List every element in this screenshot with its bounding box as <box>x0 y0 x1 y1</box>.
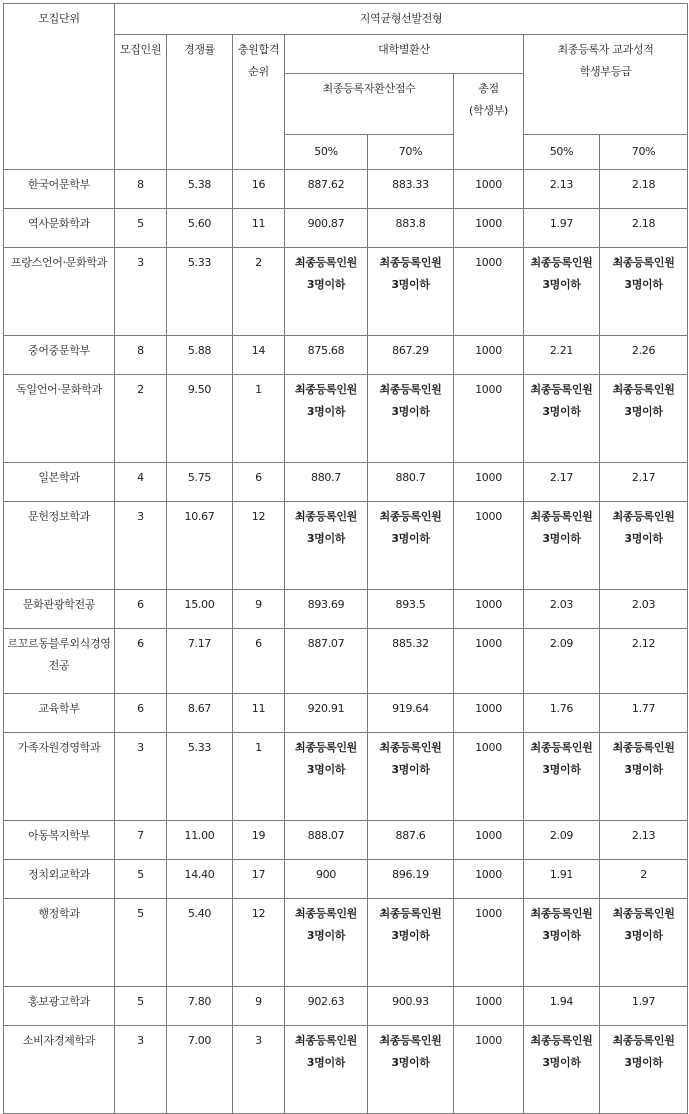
waitlist-cell: 1 <box>233 375 285 463</box>
total-score-cell: 1000 <box>454 821 524 860</box>
table-row <box>4 1026 688 1114</box>
unit-cell: 가족자원경영학과 <box>4 733 115 821</box>
quota-cell: 6 <box>115 629 167 694</box>
table-row <box>4 733 688 821</box>
competition-cell: 9.50 <box>167 375 233 463</box>
grade-70-cell: 2.18 <box>600 209 688 248</box>
waitlist-cell: 1 <box>233 733 285 821</box>
unit-cell: 정치외교학과 <box>4 860 115 899</box>
unit-cell: 홍보광고학과 <box>4 987 115 1026</box>
score-70-cell: 900.93 <box>368 987 454 1026</box>
table-row <box>4 590 688 629</box>
quota-cell: 6 <box>115 590 167 629</box>
waitlist-cell: 12 <box>233 502 285 590</box>
score-50-cell: 887.62 <box>285 170 368 209</box>
quota-cell: 5 <box>115 209 167 248</box>
header-final-conv-score: 최종등록자환산점수 <box>285 74 454 135</box>
total-score-cell: 1000 <box>454 629 524 694</box>
competition-cell: 10.67 <box>167 502 233 590</box>
score-70-cell: 최종등록인원 3명이하 <box>368 375 454 463</box>
header-competition: 경쟁률 <box>167 35 233 170</box>
score-70-cell: 880.7 <box>368 463 454 502</box>
unit-cell: 소비자경제학과 <box>4 1026 115 1114</box>
score-70-cell: 최종등록인원 3명이하 <box>368 248 454 336</box>
total-score-cell: 1000 <box>454 860 524 899</box>
grade-50-cell: 2.03 <box>524 590 600 629</box>
unit-cell: 일본학과 <box>4 463 115 502</box>
grade-70-cell: 최종등록인원 3명이하 <box>600 733 688 821</box>
total-score-cell: 1000 <box>454 590 524 629</box>
header-track: 지역균형선발전형 <box>115 4 688 35</box>
waitlist-cell: 16 <box>233 170 285 209</box>
competition-cell: 15.00 <box>167 590 233 629</box>
quota-cell: 7 <box>115 821 167 860</box>
grade-50-cell: 1.76 <box>524 694 600 733</box>
total-score-cell: 1000 <box>454 1026 524 1114</box>
waitlist-cell: 17 <box>233 860 285 899</box>
score-70-cell: 883.33 <box>368 170 454 209</box>
score-50-cell: 880.7 <box>285 463 368 502</box>
grade-70-cell: 최종등록인원 3명이하 <box>600 375 688 463</box>
competition-cell: 14.40 <box>167 860 233 899</box>
waitlist-cell: 11 <box>233 209 285 248</box>
total-score-cell: 1000 <box>454 209 524 248</box>
score-50-cell: 920.91 <box>285 694 368 733</box>
waitlist-cell: 14 <box>233 336 285 375</box>
score-50-cell: 893.69 <box>285 590 368 629</box>
grade-50-cell: 2.21 <box>524 336 600 375</box>
quota-cell: 3 <box>115 733 167 821</box>
competition-cell: 8.67 <box>167 694 233 733</box>
score-70-cell: 885.32 <box>368 629 454 694</box>
score-70-cell: 최종등록인원 3명이하 <box>368 899 454 987</box>
score-70-cell: 896.19 <box>368 860 454 899</box>
grade-70-cell: 1.77 <box>600 694 688 733</box>
quota-cell: 5 <box>115 860 167 899</box>
total-score-cell: 1000 <box>454 502 524 590</box>
table-row <box>4 899 688 987</box>
header-score-70: 70% <box>368 135 454 170</box>
unit-cell: 프랑스언어·문화학과 <box>4 248 115 336</box>
quota-cell: 5 <box>115 987 167 1026</box>
grade-70-cell: 2.18 <box>600 170 688 209</box>
header-grade-50: 50% <box>524 135 600 170</box>
competition-cell: 7.17 <box>167 629 233 694</box>
score-50-cell: 900.87 <box>285 209 368 248</box>
header-univ-conversion: 대학별환산 <box>285 35 524 74</box>
header-grade-70: 70% <box>600 135 688 170</box>
waitlist-cell: 11 <box>233 694 285 733</box>
total-score-cell: 1000 <box>454 694 524 733</box>
unit-cell: 중어중문학부 <box>4 336 115 375</box>
table-row <box>4 209 688 248</box>
score-50-cell: 최종등록인원 3명이하 <box>285 1026 368 1114</box>
table-row <box>4 860 688 899</box>
waitlist-cell: 3 <box>233 1026 285 1114</box>
competition-cell: 7.80 <box>167 987 233 1026</box>
score-50-cell: 900 <box>285 860 368 899</box>
competition-cell: 5.60 <box>167 209 233 248</box>
score-70-cell: 887.6 <box>368 821 454 860</box>
table-row <box>4 694 688 733</box>
grade-70-cell: 1.97 <box>600 987 688 1026</box>
grade-50-cell: 1.97 <box>524 209 600 248</box>
grade-50-cell: 최종등록인원 3명이하 <box>524 248 600 336</box>
total-score-cell: 1000 <box>454 336 524 375</box>
score-50-cell: 887.07 <box>285 629 368 694</box>
total-score-cell: 1000 <box>454 899 524 987</box>
unit-cell: 문화관광학전공 <box>4 590 115 629</box>
waitlist-cell: 12 <box>233 899 285 987</box>
waitlist-cell: 2 <box>233 248 285 336</box>
score-70-cell: 867.29 <box>368 336 454 375</box>
total-score-cell: 1000 <box>454 375 524 463</box>
score-70-cell: 893.5 <box>368 590 454 629</box>
grade-50-cell: 최종등록인원 3명이하 <box>524 899 600 987</box>
grade-50-cell: 최종등록인원 3명이하 <box>524 1026 600 1114</box>
quota-cell: 8 <box>115 170 167 209</box>
score-50-cell: 최종등록인원 3명이하 <box>285 375 368 463</box>
score-50-cell: 최종등록인원 3명이하 <box>285 502 368 590</box>
competition-cell: 7.00 <box>167 1026 233 1114</box>
grade-50-cell: 2.09 <box>524 629 600 694</box>
grade-70-cell: 최종등록인원 3명이하 <box>600 502 688 590</box>
score-70-cell: 883.8 <box>368 209 454 248</box>
score-70-cell: 최종등록인원 3명이하 <box>368 733 454 821</box>
unit-cell: 르꼬르동블루외식경영전공 <box>4 629 115 694</box>
score-50-cell: 최종등록인원 3명이하 <box>285 899 368 987</box>
table-row <box>4 336 688 375</box>
score-50-cell: 875.68 <box>285 336 368 375</box>
quota-cell: 3 <box>115 248 167 336</box>
score-70-cell: 최종등록인원 3명이하 <box>368 1026 454 1114</box>
table-body <box>4 170 688 1114</box>
table-row <box>4 248 688 336</box>
grade-50-cell: 2.17 <box>524 463 600 502</box>
grade-70-cell: 2.17 <box>600 463 688 502</box>
total-score-cell: 1000 <box>454 248 524 336</box>
competition-cell: 5.75 <box>167 463 233 502</box>
table-row <box>4 987 688 1026</box>
competition-cell: 5.33 <box>167 248 233 336</box>
unit-cell: 아동복지학부 <box>4 821 115 860</box>
table-header <box>4 4 688 170</box>
grade-70-cell: 최종등록인원 3명이하 <box>600 899 688 987</box>
competition-cell: 5.38 <box>167 170 233 209</box>
grade-50-cell: 최종등록인원 3명이하 <box>524 375 600 463</box>
unit-cell: 교육학부 <box>4 694 115 733</box>
grade-50-cell: 최종등록인원 3명이하 <box>524 502 600 590</box>
table-row <box>4 821 688 860</box>
unit-cell: 문헌정보학과 <box>4 502 115 590</box>
unit-cell: 행정학과 <box>4 899 115 987</box>
grade-70-cell: 2.03 <box>600 590 688 629</box>
unit-cell: 역사문화학과 <box>4 209 115 248</box>
unit-cell: 한국어문학부 <box>4 170 115 209</box>
table-row <box>4 629 688 694</box>
score-50-cell: 902.63 <box>285 987 368 1026</box>
grade-70-cell: 2.26 <box>600 336 688 375</box>
table-row <box>4 170 688 209</box>
total-score-cell: 1000 <box>454 463 524 502</box>
header-waitlist: 충원합격순위 <box>233 35 285 170</box>
grade-50-cell: 1.91 <box>524 860 600 899</box>
competition-cell: 11.00 <box>167 821 233 860</box>
quota-cell: 3 <box>115 1026 167 1114</box>
grade-50-cell: 1.94 <box>524 987 600 1026</box>
header-total-score: 총점(학생부) <box>454 74 524 170</box>
waitlist-cell: 6 <box>233 629 285 694</box>
quota-cell: 3 <box>115 502 167 590</box>
waitlist-cell: 9 <box>233 987 285 1026</box>
grade-50-cell: 2.09 <box>524 821 600 860</box>
waitlist-cell: 6 <box>233 463 285 502</box>
header-unit: 모집단위 <box>4 4 115 170</box>
score-70-cell: 최종등록인원 3명이하 <box>368 502 454 590</box>
score-50-cell: 888.07 <box>285 821 368 860</box>
grade-50-cell: 최종등록인원 3명이하 <box>524 733 600 821</box>
competition-cell: 5.88 <box>167 336 233 375</box>
header-score-50: 50% <box>285 135 368 170</box>
grade-70-cell: 최종등록인원 3명이하 <box>600 1026 688 1114</box>
table-row <box>4 463 688 502</box>
total-score-cell: 1000 <box>454 987 524 1026</box>
quota-cell: 8 <box>115 336 167 375</box>
score-70-cell: 919.64 <box>368 694 454 733</box>
quota-cell: 6 <box>115 694 167 733</box>
grade-70-cell: 2 <box>600 860 688 899</box>
competition-cell: 5.40 <box>167 899 233 987</box>
header-quota: 모집인원 <box>115 35 167 170</box>
admissions-table <box>3 3 688 1114</box>
grade-70-cell: 최종등록인원 3명이하 <box>600 248 688 336</box>
grade-70-cell: 2.12 <box>600 629 688 694</box>
waitlist-cell: 9 <box>233 590 285 629</box>
score-50-cell: 최종등록인원 3명이하 <box>285 733 368 821</box>
header-final-grade: 최종등록자 교과성적 학생부등급 <box>524 35 688 135</box>
quota-cell: 4 <box>115 463 167 502</box>
total-score-cell: 1000 <box>454 733 524 821</box>
waitlist-cell: 19 <box>233 821 285 860</box>
score-50-cell: 최종등록인원 3명이하 <box>285 248 368 336</box>
table-row <box>4 375 688 463</box>
grade-70-cell: 2.13 <box>600 821 688 860</box>
grade-50-cell: 2.13 <box>524 170 600 209</box>
quota-cell: 2 <box>115 375 167 463</box>
quota-cell: 5 <box>115 899 167 987</box>
table-row <box>4 502 688 590</box>
unit-cell: 독일언어·문화학과 <box>4 375 115 463</box>
competition-cell: 5.33 <box>167 733 233 821</box>
total-score-cell: 1000 <box>454 170 524 209</box>
